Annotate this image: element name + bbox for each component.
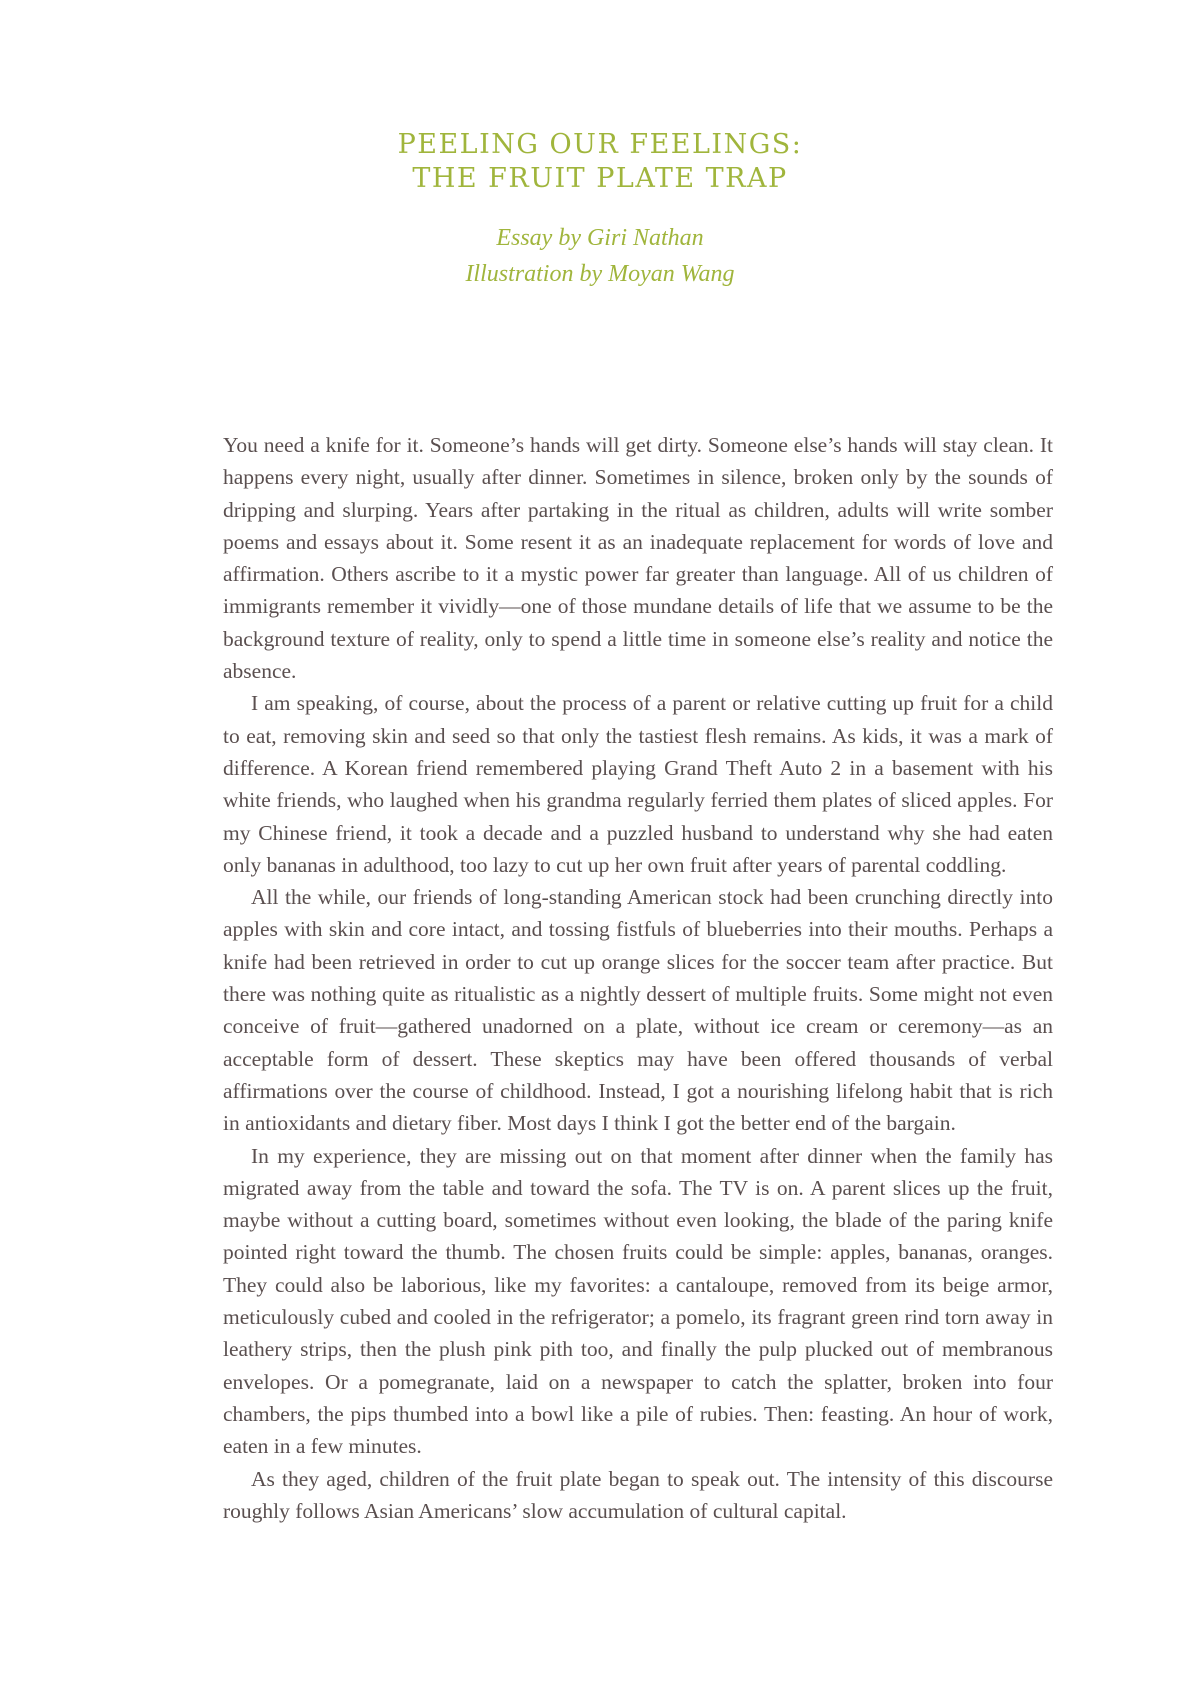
illustration-credit: Illustration by Moyan Wang xyxy=(465,261,735,287)
essay-author-credit: Essay by Giri Nathan xyxy=(496,225,704,251)
paragraph: You need a knife for it. Someone’s hands will get dirty. Someone else’s hands will stay clean. It happens every night, usually after dinner. Sometimes in silence, broken only by the sounds of dripping and slurping. Years after partaking in the ritual as children, adults will write somber poems and essays about it. Some resent it as an inadequate replacement for words of love and affirmation. Others ascribe to it a mystic power far greater than language. All of us children of immigrants remember it vividly—one of those mundane details of life that we assume to be the background texture of reality, only to spend a little time in someone else’s reality and notice the absence. xyxy=(223,433,1053,684)
paragraph: All the while, our friends of long-standing American stock had been crunching directly into apples with skin and core intact, and tossing fistfuls of blueberries into their mouths. Perhaps a knife had been retrieved in order to cut up orange slices for the soccer team after practice. But there was nothing quite as ritualistic as a nightly dessert of multiple fruits. Some might not even conceive of fruit—gathered unadorned on a plate, without ice cream or ceremony—as an acceptable form of dessert. These skeptics may have been offered thousands of verbal affirmations over the course of childhood. Instead, I got a nourishing lifelong habit that is rich in antioxidants and dietary fiber. Most days I think I got the better end of the bargain. xyxy=(223,885,1053,1136)
title-line-2: THE FRUIT PLATE TRAP xyxy=(412,163,788,194)
paragraph: I am speaking, of course, about the process of a parent or relative cutting up fruit for a child to eat, removing skin and seed so that only the tastiest flesh remains. As kids, it was a mark of difference. A Korean friend remembered playing Grand Theft Auto 2 in a basement with his white friends, who laughed when his grandma regularly ferried them plates of sliced apples. For my Chinese friend, it took a decade and a puzzled husband to understand why she had eaten only bananas in adulthood, too lazy to cut up her own fruit after years of parental coddling. xyxy=(223,691,1053,877)
essay-title xyxy=(0,128,1200,196)
paragraph: As they aged, children of the fruit plate began to speak out. The intensity of this discourse roughly follows Asian Americans’ slow accumulation of cultural capital. xyxy=(223,1466,1053,1523)
paragraph: In my experience, they are missing out on that moment after dinner when the family has migrated away from the table and toward the sofa. The TV is on. A parent slices up the fruit, maybe without a cutting board, sometimes without even looking, the blade of the paring knife pointed right toward the thumb. The chosen fruits could be simple: apples, bananas, oranges. They could also be laborious, like my favorites: a cantaloupe, removed from its beige armor, meticulously cubed and cooled in the refrigerator; a pomelo, its fragrant green rind torn away in leathery strips, then the plush pink pith too, and finally the pulp plucked out of membranous envelopes. Or a pomegranate, laid on a newspaper to catch the splatter, broken into four chambers, the pips thumbed into a bowl like a pile of rubies. Then: feasting. An hour of work, eaten in a few minutes. xyxy=(223,1143,1053,1459)
essay-body xyxy=(223,429,1053,1527)
title-line-1: PEELING OUR FEELINGS: xyxy=(397,129,803,160)
credits xyxy=(0,220,1200,292)
